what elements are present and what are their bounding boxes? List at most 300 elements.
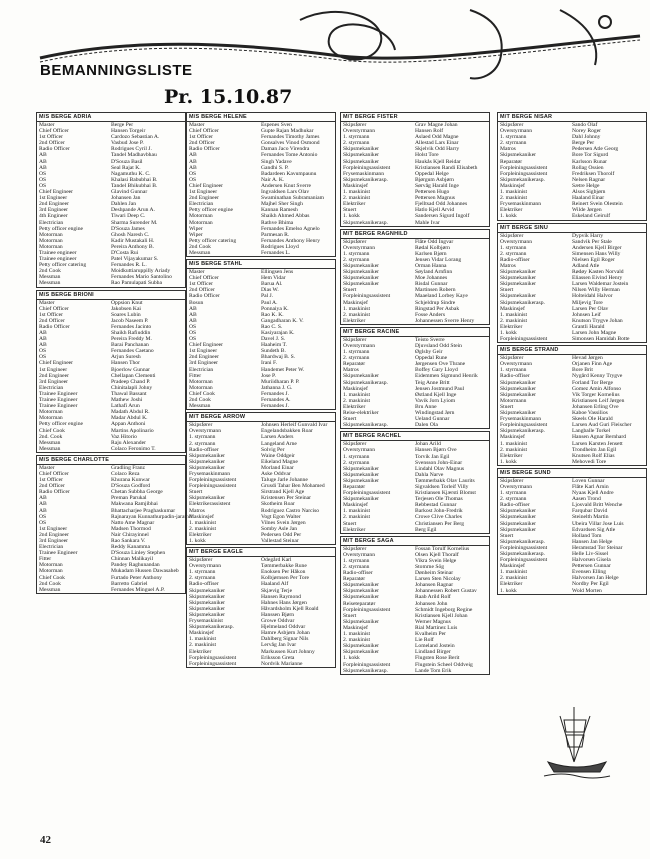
crew-rank: Skipsmekaniker xyxy=(500,379,537,386)
crew-name: Growe Oddvar xyxy=(261,618,295,625)
crew-name: Hem Vidar xyxy=(261,275,286,282)
crew-name: Preman Parukal xyxy=(111,495,147,502)
crew-name: Larsen Sten Nicolay xyxy=(415,576,461,583)
crew-rank: Chief Officer xyxy=(39,128,69,135)
crew-rank: 2nd Cook xyxy=(39,268,61,275)
crew-rank: 1. kokk xyxy=(500,330,517,336)
crew-rank: Chief Engineer xyxy=(39,360,74,367)
crew-name: Pedersen Atle Georg xyxy=(572,146,619,153)
crew-name: Patel Vijayakumar S. xyxy=(111,256,159,263)
crew-name: Kasiyarajan K. xyxy=(261,330,295,336)
crew-rank: 2nd. Cook xyxy=(39,433,63,440)
crew-name: Nielsen Egil Roger xyxy=(572,256,615,263)
crew-rank: Chief Officer xyxy=(39,305,69,312)
crew-rank: 1. maskinist xyxy=(343,508,371,515)
crew-name: Mehovedi Tore xyxy=(572,458,607,465)
crew-name: Deshpande Arun A. xyxy=(111,207,155,214)
crew-rank: Forpleiningsassistent xyxy=(500,164,548,171)
crew-rank: 1. maskinist xyxy=(343,391,371,398)
ship-crew-list xyxy=(186,547,336,668)
crew-rank: 1. maskinist xyxy=(500,440,528,447)
crew-name: Stomrne Sög xyxy=(415,564,445,570)
crew-rank: Maskinsjef xyxy=(500,305,525,312)
crew-name: Gonsalves Vinod Osmond xyxy=(261,140,320,147)
ship-name: M/T BERGE RACINE xyxy=(341,328,489,337)
crew-name: Jakobsen Kai xyxy=(111,305,141,312)
date-label: Pr. 15.10.87 xyxy=(164,86,293,108)
crew-rank: 1st Engineer xyxy=(39,525,68,532)
crew-name: Grav Magne Johan xyxy=(415,122,458,128)
crew-rank: Motorman xyxy=(39,409,63,416)
ship-name: M/T BERGE SAGA xyxy=(341,537,489,546)
crew-name: Tømmerbakk Olav Laurits xyxy=(415,477,475,484)
crew-rank: Forpleiningsassistent xyxy=(500,544,548,551)
crew-name: Chinitalapli Johny xyxy=(111,384,153,391)
crew-rank: Forpleiningsassistent xyxy=(500,336,548,343)
crew-name: Wold Morten xyxy=(572,587,602,594)
ship-name: M/T BERGE RACHEL xyxy=(341,432,489,441)
crew-rank: 2nd Cook xyxy=(39,580,61,587)
crew-name: Sundeth B. xyxy=(261,348,286,355)
title-wrap xyxy=(40,62,340,79)
crew-rank: Skipsfører xyxy=(189,422,213,429)
crew-name: Makwana Ramjibhai xyxy=(111,501,158,508)
crew-rank: Overstyrmann xyxy=(189,563,222,570)
crew-name: Pereira Freddy M. xyxy=(111,336,152,343)
crew-name: Mahle Ivar xyxy=(415,219,440,226)
crew-rank: Maskinsjef xyxy=(500,434,525,441)
crew-rank: Skipsfører xyxy=(343,545,367,552)
crew-name: Vavik Jorn Lyiom xyxy=(415,397,456,404)
crew-rank: Messman xyxy=(39,439,61,446)
crew-rank: 1. kokk xyxy=(343,655,360,662)
crew-rank: 2nd Officer xyxy=(189,140,215,147)
crew-rank: Reparatør xyxy=(343,576,366,583)
crew-rank: Overstyrmann xyxy=(343,343,376,349)
crew-name: Adland Atle xyxy=(572,262,600,269)
crew-name: Werner Magnus xyxy=(415,618,451,625)
crew-rank: Overstyrmann xyxy=(189,428,222,435)
crew-rank: Skipsmekaniker xyxy=(189,458,226,465)
crew-rank: Forpleiningsassistent xyxy=(500,170,548,177)
crew-name: Vasbud Jose P. xyxy=(111,140,144,147)
crew-rank: Petty officer engine xyxy=(189,207,234,214)
crew-rank: Skipsmekaniker xyxy=(343,281,380,288)
crew-name: Reinert Svein Olestein xyxy=(572,201,623,208)
crew-rank: Skipsmekaniker xyxy=(189,599,226,606)
crew-name: Dahla Narve xyxy=(415,471,444,478)
crew-rank: Forpleiningsassistent xyxy=(343,293,391,300)
crew-name: Rao Pamulapati Subba xyxy=(111,280,162,287)
crew-name: Johansen Jan xyxy=(111,195,141,202)
crew-rank: Stuert xyxy=(343,416,357,423)
crew-name: Martins Apolinario xyxy=(111,427,154,434)
column-3 xyxy=(340,112,490,677)
crew-name: Pettersen Hugo xyxy=(415,189,450,196)
crew-rank: Skipsmekanikerasp. xyxy=(500,299,545,306)
crew-rank: Skipsmekaniker xyxy=(500,391,537,398)
crew-rank: Skipsmekanikerasp. xyxy=(500,538,545,545)
crew-name: Larsen Per Olav xyxy=(572,305,609,312)
crew-rank: 1st Officer xyxy=(189,134,213,141)
crew-rank: Motorman xyxy=(189,213,213,220)
crew-name: Skjelvik Odd Harry xyxy=(415,146,460,153)
crew-rank: Frysemaskinmann xyxy=(189,470,231,477)
crew-rank: Maskinsjef xyxy=(189,630,214,637)
crew-rank: Radio-offiser xyxy=(189,446,219,453)
crew-name: Ghosh Naresh C. xyxy=(111,231,150,238)
crew-rank: OS xyxy=(39,348,47,355)
crew-rank: 1st Engineer xyxy=(39,195,68,202)
crew-rank: Skipsfører xyxy=(343,336,367,343)
crew-rank: Chief Engineer xyxy=(189,342,224,349)
crew-name: Aske Oddvar xyxy=(261,470,291,477)
crew-rank: Skipsmekaniker xyxy=(343,649,380,656)
crew-name: Furtado Peter Anthony xyxy=(111,574,162,581)
crew-name: Appan Anthoni xyxy=(111,421,146,428)
crew-rank: Elektriker xyxy=(343,403,366,410)
crew-name: Haaheim T. xyxy=(261,342,287,349)
crew-name: Hjelmeland Oddvar xyxy=(261,624,306,631)
crew-name: Sirstrand Kjell Age xyxy=(261,489,305,496)
crew-rank: 1st Engineer xyxy=(189,189,218,196)
crew-rank: AB xyxy=(39,158,47,165)
crew-name: Rebbestad Gunnar xyxy=(415,502,457,509)
crew-name: Boffey Gary Lloyd xyxy=(415,367,458,374)
crew-rank: 1. styrmann xyxy=(343,557,370,564)
crew-rank: 1. maskinist xyxy=(500,189,528,196)
crew-rank: Forpleiningsassistent xyxy=(189,660,237,667)
crew-name: Tiwari Deep C. xyxy=(111,213,146,220)
crew-name: Nair A. K. xyxy=(261,176,285,183)
crew-rank: 2nd Officer xyxy=(189,287,215,294)
crew-name: Hansen Thor xyxy=(111,360,140,367)
crew-rank: Skipsmekanikerasp. xyxy=(500,176,545,183)
crew-name: Bru Anne xyxy=(415,403,437,410)
crew-name: Knutson Trygve Johan xyxy=(572,317,623,324)
crew-name: Shaikh Ahmed Abbas xyxy=(261,213,310,220)
crew-rank: 1. styrmann xyxy=(189,569,216,576)
crew-name: Hamre Asbjørn Johan xyxy=(261,630,310,637)
ship-name: M/S BERGE STAHL xyxy=(187,260,335,269)
crew-rank: Master xyxy=(39,464,55,471)
crew-name: Vogt Egon Walter xyxy=(261,513,301,520)
crew-rank: Messman xyxy=(39,280,61,287)
column-1 xyxy=(36,112,192,596)
crew-name: Glavind Gunnar xyxy=(111,189,148,196)
crew-rank: Chief Officer xyxy=(39,470,69,477)
crew-name: Torvik Jan Egil xyxy=(415,453,450,460)
crew-name: Hansen Raymond xyxy=(261,593,301,600)
crew-name: Hansen Torgeir xyxy=(111,128,146,135)
ship-crew-list xyxy=(340,327,490,429)
crew-row xyxy=(498,336,646,342)
crew-name: Flåte Odd Ingvar xyxy=(415,238,454,245)
crew-rank: Master xyxy=(189,269,205,276)
crew-name: Muriidharan P. P. xyxy=(261,378,300,385)
crew-name: Eliassen Eivind Henry xyxy=(572,275,623,282)
crew-name: Davel J. S. xyxy=(261,336,286,343)
crew-name: Markussen Kurt Johnny xyxy=(261,648,315,655)
crew-rank: 1st Officer xyxy=(39,477,63,484)
crew-name: Rao K. K. xyxy=(261,311,284,318)
crew-name: Pradeep Chand P. xyxy=(111,378,151,385)
crew-name: Barretto Gabriel xyxy=(111,580,148,587)
crew-rank: Overstyrmann xyxy=(500,361,533,368)
crew-rank: Skipsmekaniker xyxy=(189,593,226,600)
crew-rank: Forpleiningsassistent xyxy=(189,483,237,490)
crew-name: Hansen Agnar Bernhard xyxy=(572,434,627,441)
crew-rank: 2. maskinist xyxy=(500,317,528,324)
crew-name: Sando Olaf xyxy=(572,122,598,128)
crew-rank: 2nd Officer xyxy=(39,140,65,147)
crew-name: Windingstad Jørn xyxy=(415,410,455,417)
crew-row xyxy=(498,459,646,465)
crew-name: Paul A. xyxy=(261,299,278,306)
crew-name: Heramstad Tor Steinar xyxy=(572,544,623,551)
crew-rank: Skipsmekaniker xyxy=(500,514,537,521)
crew-rank: Skipsmekanikerasp. xyxy=(343,176,388,183)
crew-name: Bore Tor Sigurd xyxy=(572,152,609,159)
ship-crew-list xyxy=(340,112,490,227)
crew-rank: Messman xyxy=(39,274,61,281)
crew-rank: 2. styrmann xyxy=(343,256,370,263)
crew-rank: Electrician xyxy=(39,384,64,391)
crew-name: Pal J. xyxy=(261,293,274,300)
crew-rank: OS xyxy=(39,513,47,520)
crew-rank: Reise-elektriker xyxy=(343,410,379,417)
crew-rank: 1. kokk xyxy=(343,213,360,220)
crew-rank: Messman xyxy=(39,586,61,593)
crew-rank: 1. styrmann xyxy=(500,134,527,141)
crew-name: Orjanen Finn Age xyxy=(572,361,613,368)
crew-rank: 1. styrmann xyxy=(343,453,370,460)
crew-name: Fernandes J. xyxy=(261,403,289,410)
crew-rank: Skipsmekaniker xyxy=(500,520,537,527)
crew-rank: 2nd Engineer xyxy=(189,354,219,361)
crew-row xyxy=(498,213,646,219)
crew-row xyxy=(187,403,335,409)
crew-name: Grusdi Tahar Ben Mohamed xyxy=(261,483,325,490)
crew-rank: 2. maskinist xyxy=(500,575,528,582)
crew-rank: 2. maskinist xyxy=(500,446,528,453)
crew-name: Gangadharan K. V. xyxy=(261,317,304,324)
crew-name: Hansen Bjørn Ove xyxy=(415,447,457,454)
crew-rank: 1. styrmann xyxy=(343,349,370,356)
crew-rank: Skipsmekaniker xyxy=(500,275,537,282)
crew-name: Natto Ame Magnar xyxy=(111,519,155,526)
crew-rank: Matros xyxy=(500,146,516,153)
crew-name: Mathew Joshi xyxy=(111,397,143,404)
crew-rank: Messman xyxy=(189,249,211,256)
crew-rank: Radio-offiser xyxy=(189,581,219,588)
crew-rank: Skipsmekaniker xyxy=(343,588,380,595)
crew-name: Johnsen Leif xyxy=(572,311,601,318)
crew-rank: 4th Engineer xyxy=(39,213,68,220)
crew-name: Ponnaiya K. xyxy=(261,305,289,312)
crew-rank: Skipsmekaniker xyxy=(343,465,380,472)
crew-name: Eskeland Geirulf xyxy=(572,213,611,220)
ship-name: M/T BERGE ARROW xyxy=(187,413,335,422)
crew-name: Fernandes J. xyxy=(261,390,289,397)
crew-rank: 2. styrmann xyxy=(343,140,370,147)
crew-rank: Petty officer engine xyxy=(39,225,84,232)
crew-name: Enoksen Per Håkon xyxy=(261,569,306,576)
crew-name: Gomez Amin Alfonso xyxy=(572,385,622,392)
crew-name: Shaikh Rafiuddin xyxy=(111,330,151,336)
crew-rank: Skipsmekanikerasp. xyxy=(343,219,388,226)
crew-rank: Motorman xyxy=(189,219,213,226)
crew-name: Kadir Mustakali H. xyxy=(111,237,155,244)
crew-rank: Maskinsjef xyxy=(343,299,368,306)
crew-name: Nygård Kenny Trygve xyxy=(572,373,623,380)
crew-name: Larsen Waldemar Jostein xyxy=(572,281,629,288)
crew-name: Rial Martinez Luis xyxy=(415,624,458,631)
crew-rank: Maskinsjef xyxy=(500,182,525,189)
crew-rank: 2. styrmann xyxy=(500,250,527,257)
crew-name: Fernandes L. xyxy=(261,249,291,256)
crew-name: Jathanna J. G. xyxy=(261,384,293,391)
crew-rank: 2. maskinist xyxy=(343,195,371,202)
crew-rank: Skipsmekaniker xyxy=(343,496,380,503)
crew-name: Madsen Thormod xyxy=(111,525,151,532)
crew-rank: 2. styrmann xyxy=(343,459,370,466)
crew-rank: Skipsmekanikerasp. xyxy=(500,551,545,557)
crew-name: Haukås Kjell Reidar xyxy=(415,158,461,165)
crew-name: Hanssen Bjørn xyxy=(261,611,295,618)
crew-rank: Radio Officer xyxy=(39,146,70,153)
crew-rank: 2nd Engineer xyxy=(39,531,69,538)
crew-rank: 2. styrmann xyxy=(343,564,370,570)
crew-rank: Messman xyxy=(189,403,211,410)
crew-rank: Stuert xyxy=(343,207,357,214)
crew-name: Chetan Subbha George xyxy=(111,489,163,496)
crew-name: Larsen John Magne xyxy=(572,330,617,336)
crew-name: Espenes Sven xyxy=(261,122,292,128)
crew-rank: Forpleiningsassistent xyxy=(500,557,548,564)
crew-name: Ellingsen Jens xyxy=(261,269,294,276)
ship-crew-list xyxy=(497,112,647,221)
crew-rank: 1. maskinist xyxy=(189,636,217,643)
crew-rank: Overstyrmann xyxy=(343,244,376,251)
crew-rank: Master xyxy=(189,122,205,128)
crew-rank: Reparatør xyxy=(343,483,366,490)
crew-name: Eidemmen Sigmund Henrik xyxy=(415,373,478,380)
crew-rank: 1. kokk xyxy=(500,213,517,220)
ship-crew-list xyxy=(497,468,647,595)
crew-rank: Maskinsjef xyxy=(343,502,368,509)
crew-row xyxy=(187,661,335,667)
crew-name: Loven Gunnar xyxy=(572,477,605,484)
crew-name: Lindahl Olav Magnus xyxy=(415,465,465,472)
crew-rank: 2. styrmann xyxy=(189,440,216,447)
crew-name: Flugstein Scheel Oddveig xyxy=(415,661,473,668)
crew-name: Rao Sankara V. xyxy=(111,538,146,544)
crew-rank: AB xyxy=(39,495,47,502)
crew-rank: Overstyrmann xyxy=(343,551,376,558)
crew-name: Simonsen Hamidah Botte xyxy=(572,336,630,343)
crew-rank: 1st Officer xyxy=(39,311,63,318)
crew-rank: Radio Officer xyxy=(39,489,70,496)
crew-name: Johannessen Robert Gustav xyxy=(415,588,477,595)
crew-name: Halvorsen Jan Helge xyxy=(572,575,619,582)
crew-rank: 1st Officer xyxy=(189,281,213,288)
ship-crew-list xyxy=(340,536,490,675)
ship-crew-list xyxy=(36,455,192,594)
crew-name: Bjørgum Asbjørn xyxy=(415,176,454,183)
crew-name: Oppedal Rune xyxy=(415,355,448,362)
crew-name: Soares Lubin xyxy=(111,311,141,318)
crew-name: Jensen Jostmund Paul xyxy=(415,385,465,392)
crew-name: Parmesan R. xyxy=(261,231,290,238)
crew-name: Berge Per xyxy=(572,140,595,147)
crew-rank: Overstyrmann xyxy=(343,447,376,454)
crew-rank: Skipsfører xyxy=(500,232,524,239)
crew-name: Barua Al. xyxy=(261,281,283,288)
crew-rank: 1. maskinist xyxy=(189,519,217,526)
crew-rank: Skipsmekaniker xyxy=(189,605,226,612)
crew-name: Fosse Anders xyxy=(415,311,445,318)
crew-rank: Skipsmekaniker xyxy=(500,385,537,392)
crew-rank: Elektriker xyxy=(500,207,523,214)
ship-crew-list xyxy=(186,259,336,410)
crew-rank: Petty officer catering xyxy=(39,262,87,269)
crew-rank: Skipsmekaniker xyxy=(500,508,537,515)
crew-name: Helle Liv-Sissel xyxy=(572,551,609,557)
crew-name: Berg Egil xyxy=(415,526,437,533)
crew-rank: Trainee engineer xyxy=(39,256,77,263)
crew-rank: Trainee Engineer xyxy=(39,397,78,404)
crew-rank: Skipsmekaniker xyxy=(500,152,537,159)
crew-rank: Skipsmekaniker xyxy=(500,269,537,276)
crew-rank: Skipsmekanikerasp. xyxy=(189,624,234,631)
crew-name: Fernandes Jacinto xyxy=(111,323,152,330)
crew-rank: 1. styrmann xyxy=(189,434,216,441)
crew-name: Swaminathan Subramaniam xyxy=(261,195,324,202)
crew-row xyxy=(187,538,335,544)
crew-name: D'Souza James xyxy=(111,225,145,232)
crew-name: Hevad Jørgen xyxy=(572,355,603,362)
crew-rank: 2nd Engineer xyxy=(39,372,69,379)
crew-rank: OS xyxy=(39,176,47,183)
crew-rank: 1. kokk xyxy=(500,587,517,594)
crew-name: Vaz Hitorio xyxy=(111,433,137,440)
crew-name: Kaboe Vassilios xyxy=(572,410,608,417)
crew-rank: AB xyxy=(39,336,47,343)
crew-name: Rodriguez Castro Narciso xyxy=(261,507,320,514)
crew-name: Kristiansen Kjell Johan xyxy=(415,612,468,619)
crew-rank: OS xyxy=(39,354,47,361)
crew-name: Pandey Raghunandan xyxy=(111,562,160,569)
crew-rank: Matros xyxy=(189,507,205,514)
crew-rank: AB xyxy=(39,330,47,336)
crew-rank: 1. styrmann xyxy=(343,134,370,141)
crew-name: Pedersen Odd Per xyxy=(261,531,302,538)
crew-name: Ueland Gunnar xyxy=(415,416,450,423)
crew-rank: Skipsmekaniker xyxy=(343,582,380,589)
crew-rank: Maskinsjef xyxy=(343,624,368,631)
crew-rank: Skipsmekaniker xyxy=(189,611,226,618)
crew-name: Raab Arild Rolf xyxy=(415,594,451,601)
crew-name: Irani F. xyxy=(261,360,278,367)
crew-name: Bjoerlow Gunnar xyxy=(111,366,150,373)
ship-crew-list xyxy=(340,229,490,325)
crew-name: Tandel Bhikubhai B. xyxy=(111,182,158,189)
crew-name: Skjævig Terje xyxy=(261,587,293,594)
crew-rank: Elektrikerassistent xyxy=(189,501,231,508)
crew-name: Simensen Hans Willy xyxy=(572,250,621,257)
crew-name: Dahl Johnny xyxy=(572,134,601,141)
